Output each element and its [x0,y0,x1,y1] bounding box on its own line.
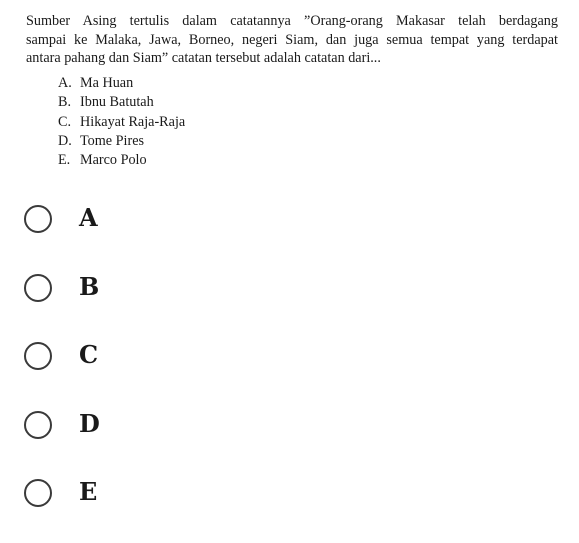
answer-label[interactable]: B [79,271,100,301]
radio-button[interactable] [24,479,52,507]
answer-label[interactable]: D [79,408,100,438]
choice-item-c [58,113,185,132]
answer-option-c[interactable] [24,337,324,406]
question-line: sampai ke Malaka, Jawa, Borneo, negeri Siam, dan juga semua tempat yang terdapat [26,31,558,48]
radio-button[interactable] [24,342,52,370]
question-text [26,12,558,68]
choice-letter: A. [58,75,72,91]
answer-option-b[interactable] [24,269,324,338]
answer-option-d[interactable] [24,406,324,475]
choice-item-e [58,151,185,170]
radio-button[interactable] [24,274,52,302]
question-line: Sumber Asing tertulis dalam catatannya ”Orang-orang Makasar telah berdagang [26,13,558,29]
radio-button[interactable] [24,411,52,439]
choice-text: Hikayat Raja-Raja [80,113,186,130]
choice-text: Marco Polo [80,152,147,169]
question-line: antara pahang dan Siam” catatan tersebut adalah catatan dari... [26,50,381,66]
answer-label[interactable]: C [79,340,99,369]
choice-letter: C. [58,113,72,130]
choice-letter: E. [58,152,71,169]
choice-item-b [58,93,185,112]
choice-letter: D. [58,132,72,149]
answer-label[interactable]: A [79,203,98,232]
choice-text: Ibnu Batutah [80,94,154,111]
choice-item-a [58,74,185,93]
answer-option-e[interactable] [24,474,324,543]
choice-text: Ma Huan [80,75,134,91]
answer-option-a[interactable] [24,200,324,269]
radio-button[interactable] [24,205,52,233]
choice-list [58,74,185,170]
answer-options [24,200,324,543]
choice-letter: B. [58,94,72,111]
choice-item-d [58,132,185,151]
choice-text: Tome Pires [80,132,145,149]
answer-label[interactable]: E [79,477,98,506]
